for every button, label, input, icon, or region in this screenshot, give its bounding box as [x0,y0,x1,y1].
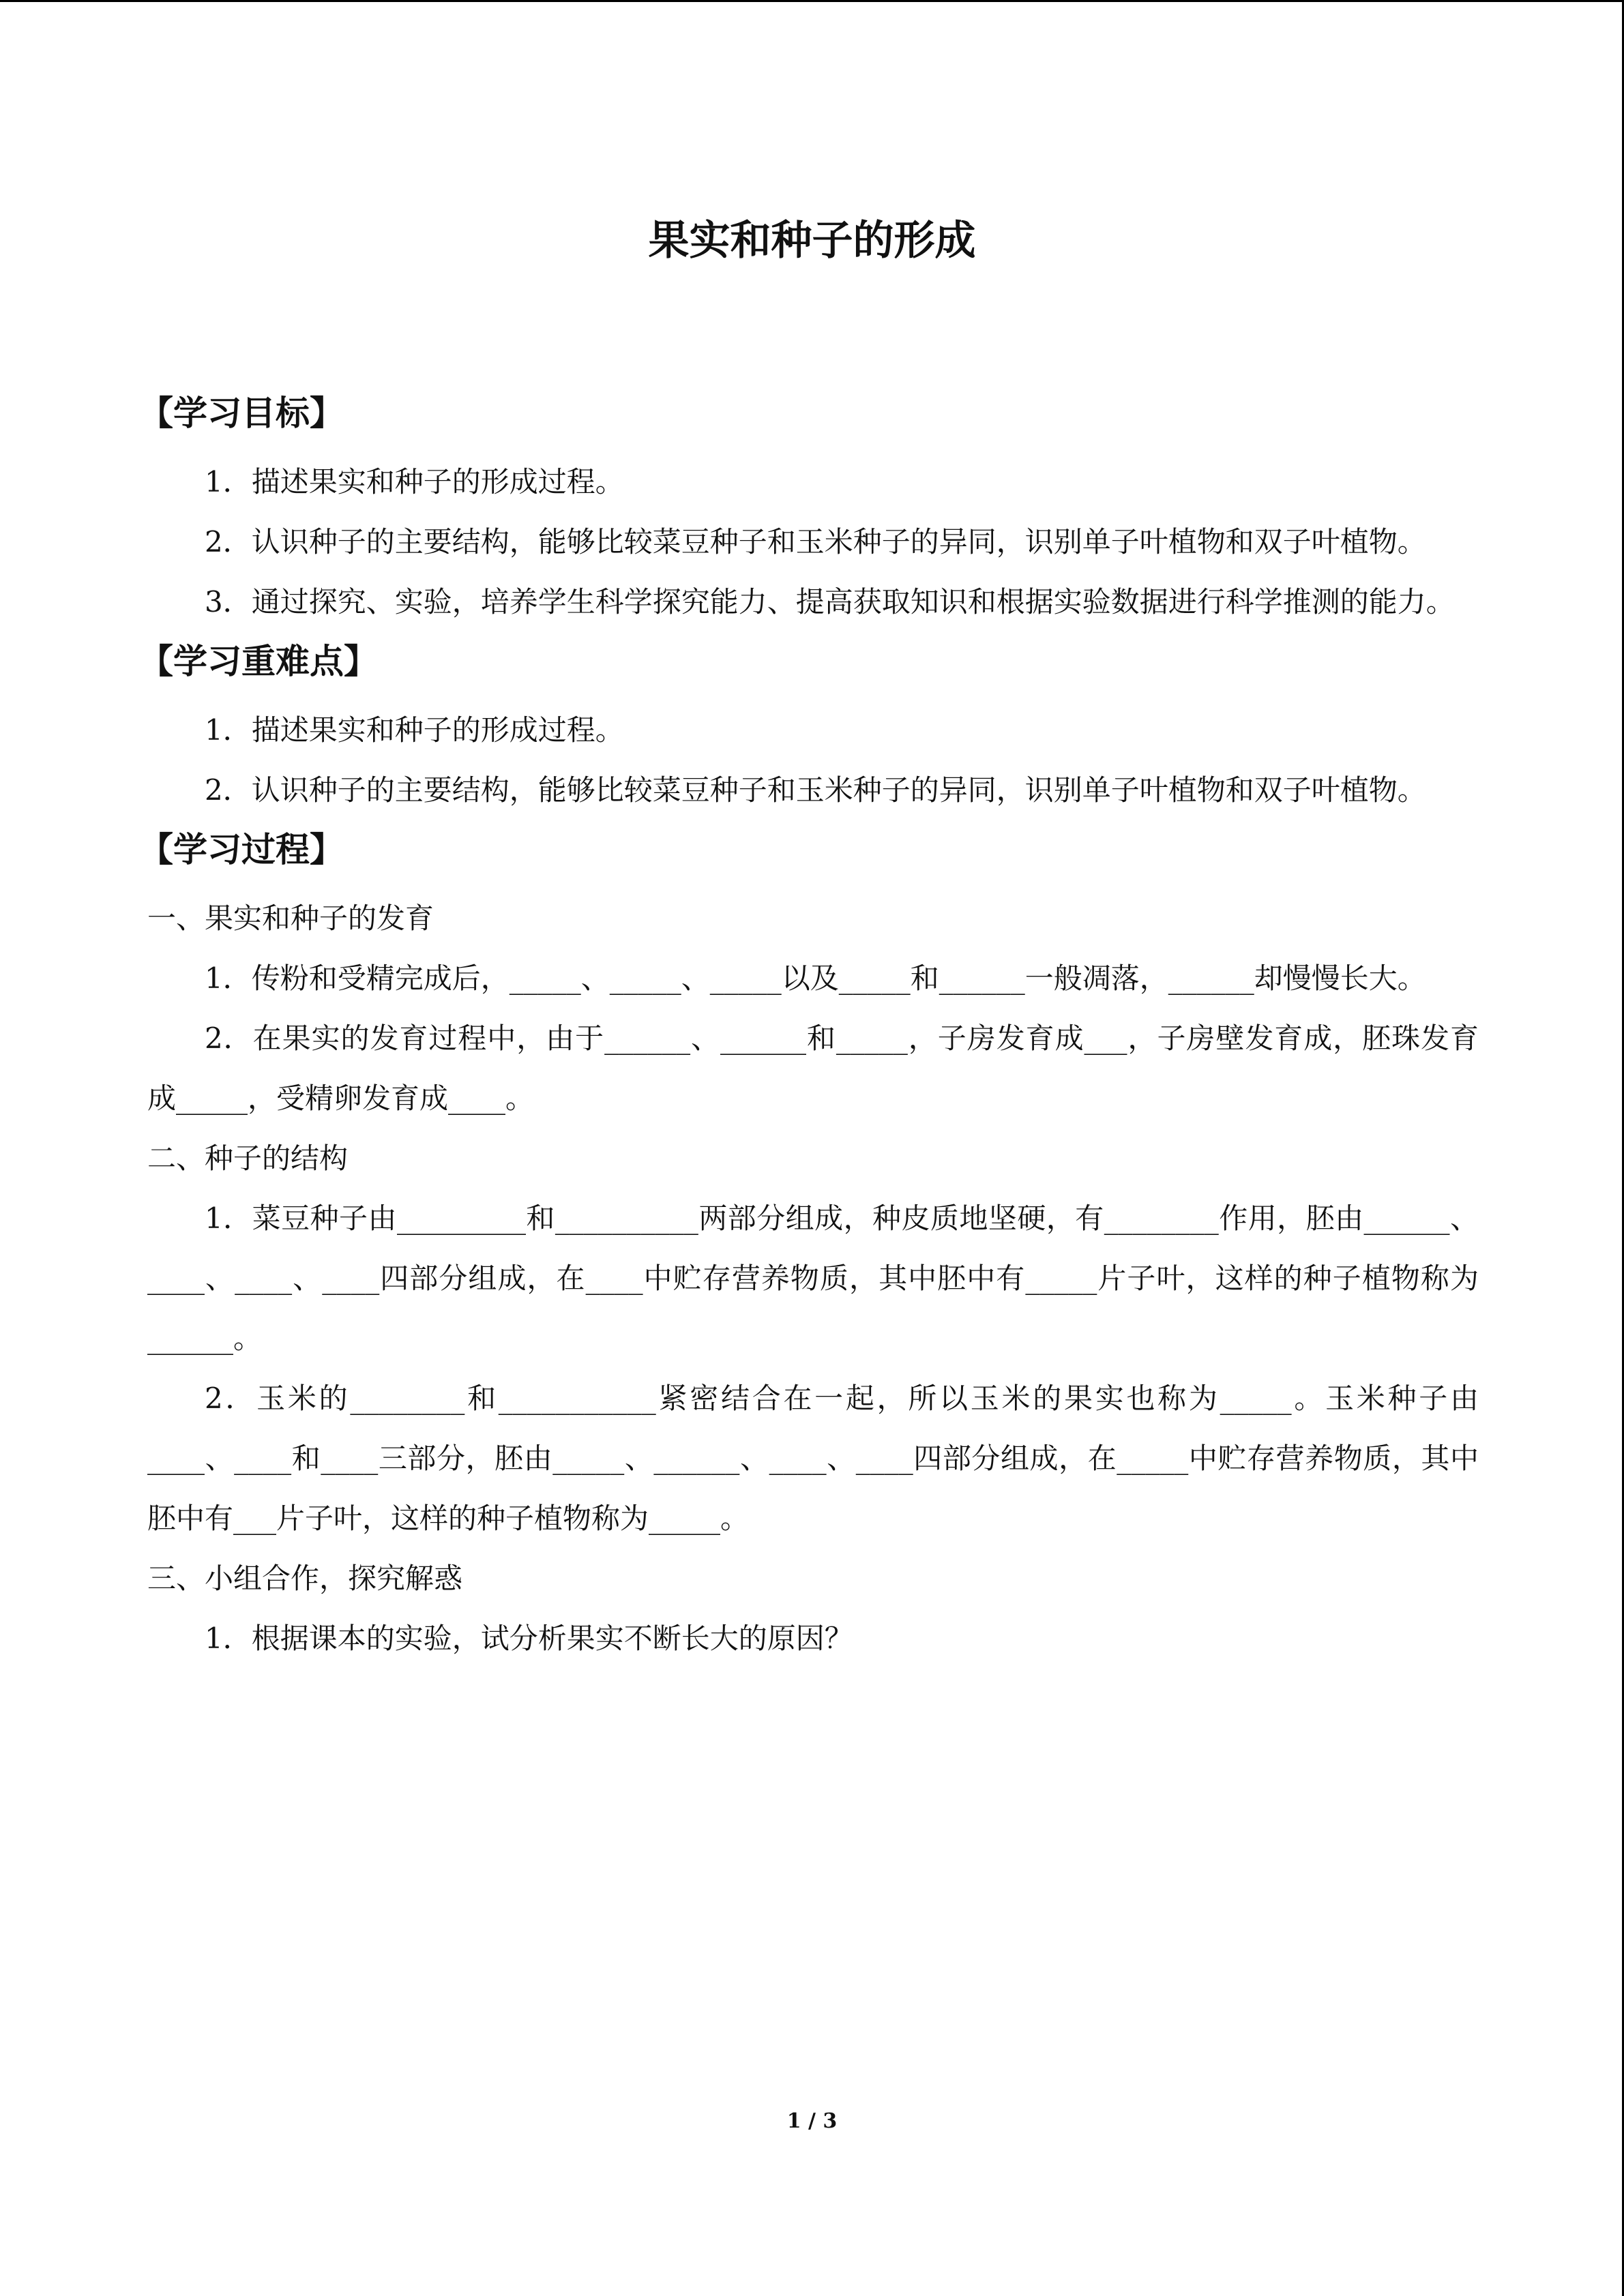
objective-item-2: 2．认识种子的主要结构，能够比较菜豆种子和玉米种子的异同，识别单子叶植物和双子叶植物。 [205,525,1426,558]
key-point-item-1: 1．描述果实和种子的形成过程。 [205,713,624,747]
objective-item-3: 3．通过探究、实验，培养学生科学探究能力、提高获取知识和根据实验数据进行科学推测的能力。 [205,585,1455,618]
process-part1-item-2: 2．在果实的发育过程中，由于______、______和_____，子房发育成___，子房壁发育成，胚珠发育成_____，受精卵发育成____。 [147,1022,1479,1115]
document-body [139,384,1479,1669]
process-part1-item-1: 1．传粉和受精完成后，_____、_____、_____以及_____和______一般凋落，______却慢慢长大。 [205,961,1426,995]
process-part2-item-1: 1．菜豆种子由_________和__________两部分组成，种皮质地坚硬，有________作用，胚由______、____、____、____四部分组成，在____中贮存营养物质，其中胚中有_____片子叶，这样的种子植物称为______。 [147,1202,1479,1355]
page-title: 果实和种子的形成 [648,217,976,265]
process-part3-heading: 三、小组合作，探究解惑 [147,1562,463,1595]
objective-item-1: 1．描述果实和种子的形成过程。 [205,465,624,498]
section-heading-key-points: 【学习重难点】 [139,642,378,681]
page-number: 1 / 3 [786,2109,838,2133]
process-part3-item-1: 1．根据课本的实验，试分析果实不断长大的原因？ [205,1622,853,1655]
section-heading-process: 【学习过程】 [139,830,344,869]
process-part2-heading: 二、种子的结构 [147,1142,349,1175]
key-point-item-2: 2．认识种子的主要结构，能够比较菜豆种子和玉米种子的异同，识别单子叶植物和双子叶植物。 [205,773,1426,807]
section-heading-objectives: 【学习目标】 [139,393,344,433]
process-part2-item-2: 2．玉米的________和___________紧密结合在一起，所以玉米的果实也称为_____。玉米种子由____、____和____三部分，胚由_____、______、____、____四部分组成，在_____中贮存营养物质，其中胚中有___片子叶，这样的种子植物称为_____。 [147,1382,1479,1535]
process-part1-heading: 一、果实和种子的发育 [147,901,434,935]
